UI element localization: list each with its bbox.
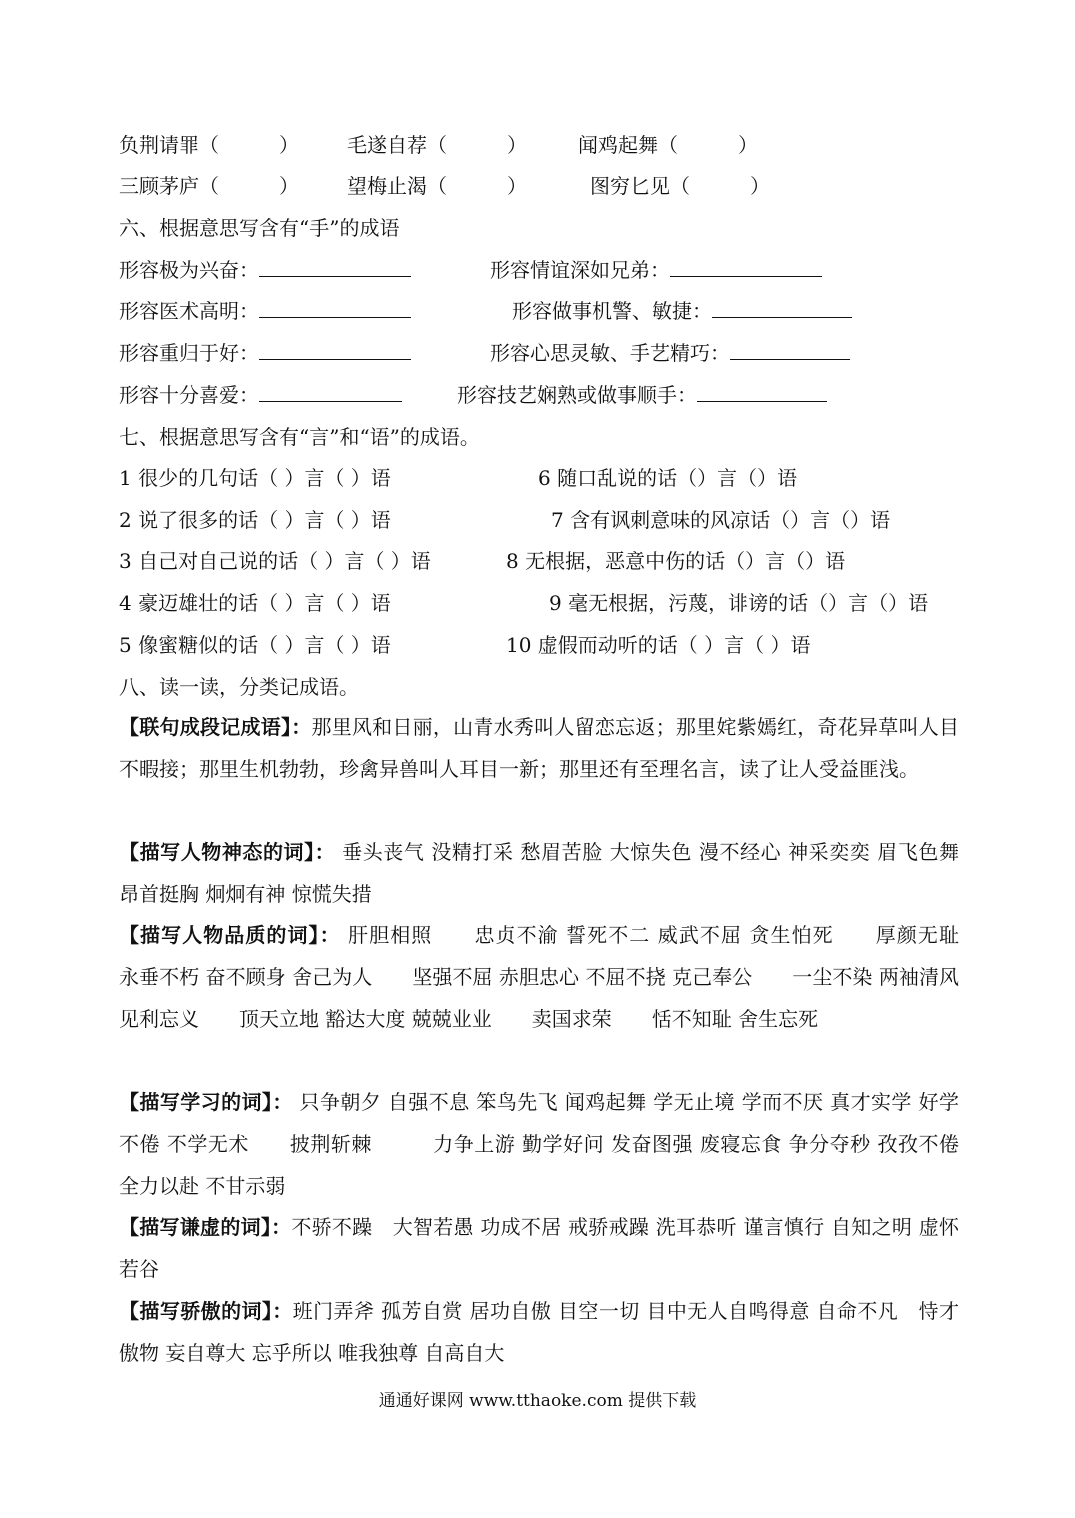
idiom-item: 图穷匕见（ ） [590,174,770,198]
idiom-group-modest [119,1206,959,1290]
idiom-item: 闻鸡起舞（ ） [578,133,758,157]
answer-blank[interactable] [697,385,827,402]
answer-blank[interactable] [670,260,822,277]
idiom-group-arrogant [119,1290,959,1374]
fill-prompt: 形容技艺娴熟或做事顺手： [457,383,697,407]
group-text: 不骄不躁 大智若愚 功成不居 戒骄戒躁 洗耳恭听 谨言慎行 自知之明 虚怀若谷 [119,1215,959,1281]
idiom-item: 负荆请罪（ ） [119,133,299,157]
fill-item [119,301,411,321]
fill-item [119,260,411,280]
group-text: 班门弄斧 孤芳自赏 居功自傲 目空一切 目中无人自鸣得意 自命不凡 恃才傲物 妄自尊大 忘乎所以 唯我独尊 自高自大 [119,1299,960,1365]
idiom-group-study [119,1081,959,1207]
fill-item [512,301,852,321]
yan-yu-item: 7 含有讽刺意味的风凉话（）言（）语 [551,508,891,532]
section-6-title: 六、根据意思写含有“手”的成语 [119,216,400,240]
group-label: 【联句成段记成语】： [119,715,312,739]
fill-prompt: 形容情谊深如兄弟： [490,258,670,282]
fill-prompt: 形容做事机警、敏捷： [512,299,712,323]
group-label: 【描写骄傲的词】： [119,1299,293,1323]
group-text: 那里风和日丽，山青水秀叫人留恋忘返；那里姹紫嫣红，奇花异草叫人目不暇接；那里生机勃勃，珍禽异兽叫人耳目一新；那里还有至理名言，读了让人受益匪浅。 [119,715,960,781]
yan-yu-item: 10 虚假而动听的话（ ）言（ ）语 [506,633,811,657]
group-text: 肝胆相照 忠贞不渝 誓死不二 威武不屈 贪生怕死 厚颜无耻 永垂不朽 奋不顾身 舍己为人 坚强不屈 赤胆忠心 不屈不挠 克己奉公 一尘不染 两袖清风 见利忘义 顶天立地 豁达大度 兢兢业业 卖国求荣 恬不知耻 舍生忘死 [119,923,999,1031]
answer-blank[interactable] [730,343,850,360]
fill-item [119,385,402,405]
fill-item [490,343,850,363]
fill-item [490,260,822,280]
group-label: 【描写人物神态的词】： [119,840,336,864]
answer-blank[interactable] [712,301,852,318]
yan-yu-item: 3 自己对自己说的话（ ）言（ ）语 [119,549,431,573]
idiom-group-character [119,914,999,1040]
yan-yu-item: 6 随口乱说的话（）言（）语 [538,466,798,490]
group-text: 垂头丧气 没精打采 愁眉苦脸 大惊失色 漫不经心 神采奕奕 眉飞色舞 昂首挺胸 炯炯有神 惊慌失措 [119,840,959,906]
fill-prompt: 形容极为兴奋： [119,258,259,282]
idiom-item: 毛遂自荐（ ） [347,133,527,157]
section-8-title: 八、读一读，分类记成语。 [119,675,359,699]
yan-yu-item: 5 像蜜糖似的话（ ）言（ ）语 [119,633,391,657]
fill-prompt: 形容重归于好： [119,341,259,365]
idiom-group-paragraph [119,706,959,790]
yan-yu-item: 8 无根据，恶意中伤的话（）言（）语 [506,549,846,573]
yan-yu-item: 9 毫无根据，污蔑，诽谤的话（）言（）语 [549,591,929,615]
idiom-item: 三顾茅庐（ ） [119,174,299,198]
fill-prompt: 形容心思灵敏、手艺精巧： [490,341,730,365]
group-label: 【描写人物品质的词】： [119,923,341,947]
page-footer: 通通好课网 www.tthaoke.com 提供下载 [378,1391,697,1411]
yan-yu-item: 1 很少的几句话（ ）言（ ）语 [119,466,391,490]
answer-blank[interactable] [259,260,411,277]
fill-item [457,385,827,405]
answer-blank[interactable] [259,343,411,360]
fill-item [119,343,411,363]
answer-blank[interactable] [259,385,402,402]
idiom-item: 望梅止渴（ ） [347,174,527,198]
fill-prompt: 形容十分喜爱： [119,383,259,407]
yan-yu-item: 4 豪迈雄壮的话（ ）言（ ）语 [119,591,391,615]
yan-yu-item: 2 说了很多的话（ ）言（ ）语 [119,508,391,532]
group-label: 【描写谦虚的词】： [119,1215,292,1239]
answer-blank[interactable] [259,301,411,318]
group-text: 只争朝夕 自强不息 笨鸟先飞 闻鸡起舞 学无止境 学而不厌 真才实学 好学不倦 不学无术 披荆斩棘 力争上游 勤学好问 发奋图强 废寝忘食 争分夺秒 孜孜不倦 全力以赴 不甘示弱 [119,1090,960,1198]
idiom-group-expression [119,831,959,915]
group-label: 【描写学习的词】： [119,1090,293,1114]
section-7-title: 七、根据意思写含有“言”和“语”的成语。 [119,425,480,449]
fill-prompt: 形容医术高明： [119,299,259,323]
